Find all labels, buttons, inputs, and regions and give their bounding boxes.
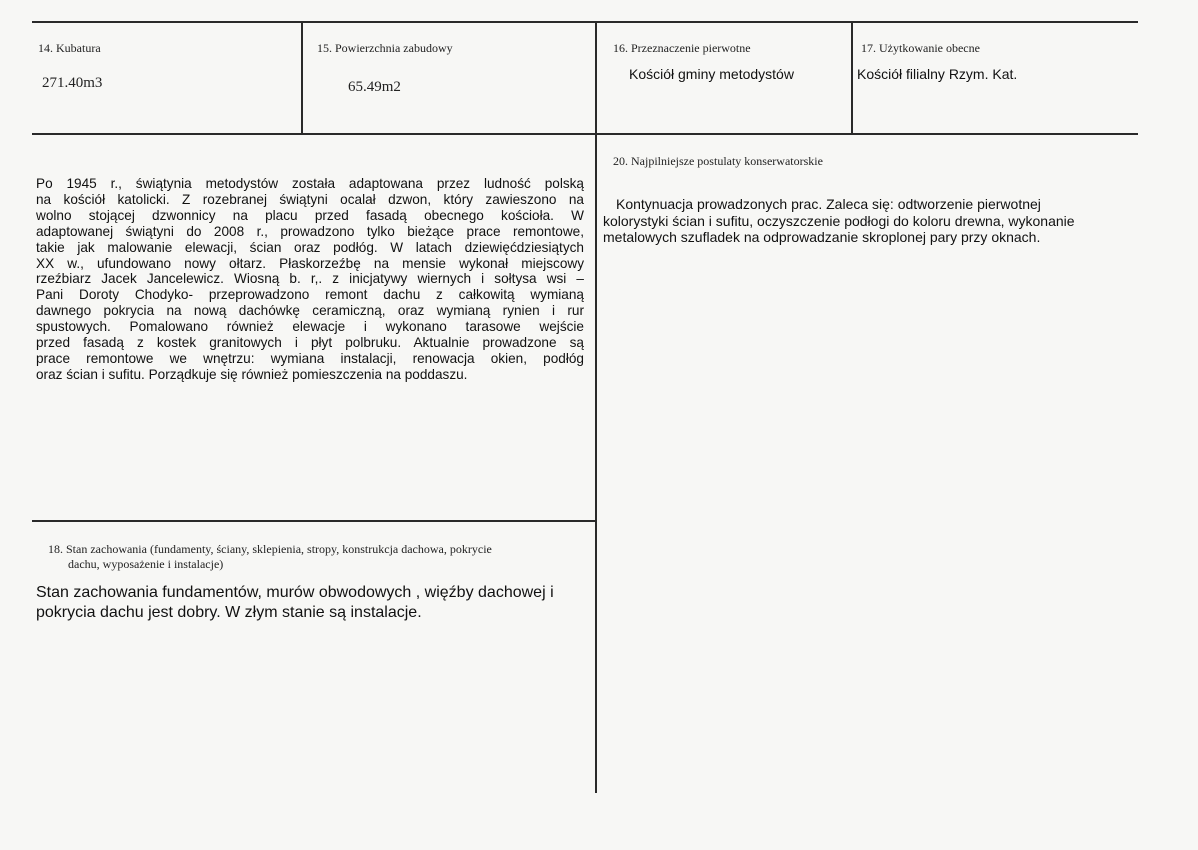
field-18-label xyxy=(48,542,492,572)
field-15-label: 15. Powierzchnia zabudowy xyxy=(317,41,453,55)
field-20-value xyxy=(603,196,1075,246)
history-line: rzeźbiarz Jacek Jancelewicz. Wiosną b. r,. z inicjatywy wiernych i sołtysa wsi – xyxy=(36,271,584,287)
field-16-value: Kościół gminy metodystów xyxy=(629,66,794,82)
history-line: oraz ścian i sufitu. Porządkuje się również pomieszczenia na poddaszu. xyxy=(36,366,468,382)
field-20-value-line: Kontynuacja prowadzonych prac. Zaleca się: odtworzenie pierwotnej xyxy=(616,196,1041,212)
divider-16-17 xyxy=(851,21,853,134)
center-divider xyxy=(595,21,597,793)
field-17-label: 17. Użytkowanie obecne xyxy=(861,41,980,55)
field-18-value-line: pokrycia dachu jest dobry. W złym stanie są instalacje. xyxy=(36,604,422,621)
field-18-value-line: Stan zachowania fundamentów, murów obwodowych , więźby dachowej i xyxy=(36,584,554,601)
history-paragraph xyxy=(36,176,584,383)
field-18-value xyxy=(36,583,554,623)
row1-bottom-line xyxy=(32,133,1138,135)
divider-14-15 xyxy=(301,21,303,134)
history-line: prace remontowe we wnętrzu: wymiana instalacji, renowacja okien, podłóg xyxy=(36,350,584,366)
field-17-value: Kościół filialny Rzym. Kat. xyxy=(857,66,1018,82)
history-line: dawnego pokrycia na nową dachówkę ceramiczną, oraz wymianą rynien i rur xyxy=(36,303,584,319)
history-line: Po 1945 r., świątynia metodystów została adaptowana przez ludność polską xyxy=(36,176,584,191)
top-border-line xyxy=(32,21,1138,23)
field-20-label: 20. Najpilniejsze postulaty konserwatorskie xyxy=(613,154,823,168)
history-line: przed fasadą z kostek granitowych i płyt polbruku. Aktualnie prowadzone są xyxy=(36,335,584,351)
history-line: takie jak malowanie elewacji, ścian oraz podłóg. W latach dziewięćdziesiątych xyxy=(36,239,584,255)
field-14-label: 14. Kubatura xyxy=(38,41,101,55)
field-18-label-line: dachu, wyposażenie i instalacje) xyxy=(68,557,224,571)
field-20-value-line: kolorystyki ścian i sufitu, oczyszczenie podłogi do koloru drewna, wykonanie xyxy=(603,212,1075,229)
history-line: Pani Doroty Chodyko- przeprowadzono remont dachu z całkowitą wymianą xyxy=(36,287,584,303)
history-line: wolno stojącej dzwonnicy na placu przed fasadą obecnego kościoła. W xyxy=(36,207,584,223)
history-line: na kościół katolicki. Z rozebranej świątyni ocalał dzwon, który zawieszono na xyxy=(36,191,584,207)
field-15-value: 65.49m2 xyxy=(348,79,401,95)
field-20-value-line: metalowych szufladek na odprowadzanie skroplonej pary przy oknach. xyxy=(603,229,1041,245)
history-line: adaptowanej świątyni do 2008 r., prowadzono tylko bieżące prace remontowe, xyxy=(36,223,584,239)
field-18-label-line: 18. Stan zachowania (fundamenty, ściany, sklepienia, stropy, konstrukcja dachowa, pokrycie xyxy=(48,542,492,556)
field-16-label: 16. Przeznaczenie pierwotne xyxy=(613,41,751,55)
section18-top-line xyxy=(32,520,597,522)
history-line: XX w., ufundowano nowy ołtarz. Płaskorzeźbę na mensie wykonał miejscowy xyxy=(36,255,584,271)
field-14-value: 271.40m3 xyxy=(42,75,103,91)
history-line: spustowych. Pomalowano również elewacje i wykonano tarasowe wejście xyxy=(36,319,584,335)
